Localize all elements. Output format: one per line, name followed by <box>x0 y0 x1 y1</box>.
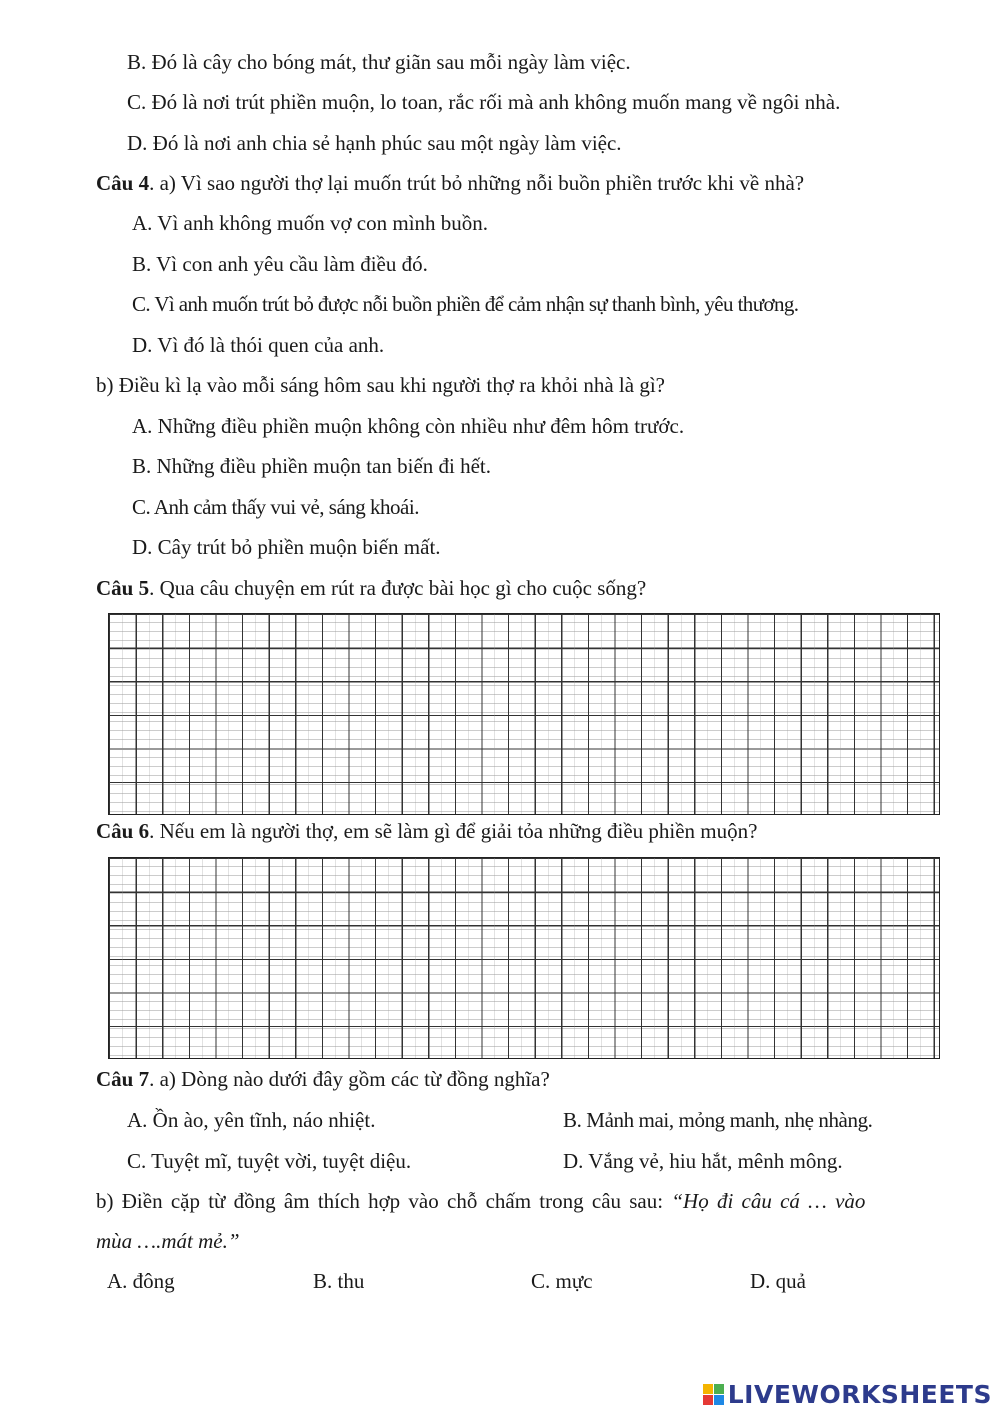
q7b-text <box>96 1191 865 1212</box>
q7-label: Câu 7 <box>96 1067 150 1091</box>
q7-heading <box>96 1069 550 1090</box>
q6-answer-grid[interactable] <box>108 857 940 1059</box>
q7-option-a: A. Ồn ào, yên tĩnh, náo nhiệt. <box>127 1108 376 1132</box>
q7b-option-d: D. quả <box>750 1269 806 1293</box>
q4-text: . a) Vì sao người thợ lại muốn trút bỏ những nỗi buồn phiền trước khi về nhà? <box>149 171 805 195</box>
q4b-option-a: A. Những điều phiền muộn không còn nhiều như đêm hôm trước. <box>132 414 685 438</box>
q4-option-c: C. Vì anh muốn trút bỏ được nỗi buồn phiền để cảm nhận sự thanh bình, yêu thương. <box>132 292 799 316</box>
q3-option-c: C. Đó là nơi trút phiền muộn, lo toan, rắc rối mà anh không muốn mang về ngôi nhà. <box>127 90 841 114</box>
q4b-option-c: C. Anh cảm thấy vui vẻ, sáng khoái. <box>132 495 419 519</box>
q4b-text: b) Điều kì lạ vào mỗi sáng hôm sau khi người thợ ra khỏi nhà là gì? <box>96 373 665 397</box>
q3-option-d: D. Đó là nơi anh chia sẻ hạnh phúc sau một ngày làm việc. <box>127 131 622 155</box>
q5-heading <box>96 578 646 599</box>
q4-option-a: A. Vì anh không muốn vợ con mình buồn. <box>132 211 489 235</box>
q7b-option-c: C. mực <box>531 1269 593 1293</box>
q4-option-b: B. Vì con anh yêu cầu làm điều đó. <box>132 252 428 276</box>
q7-option-c: C. Tuyệt mĩ, tuyệt vời, tuyệt diệu. <box>127 1149 412 1173</box>
q4-label: Câu 4 <box>96 171 150 195</box>
q3-option-b: B. Đó là cây cho bóng mát, thư giãn sau mỗi ngày làm việc. <box>127 50 631 74</box>
q5-label: Câu 5 <box>96 576 150 600</box>
q4b-option-d: D. Cây trút bỏ phiền muộn biến mất. <box>132 535 441 559</box>
liveworksheets-logo <box>703 1378 992 1410</box>
q5-answer-grid[interactable] <box>108 613 940 815</box>
logo-text: LIVEWORKSHEETS <box>727 1379 992 1409</box>
q7b-option-a: A. đông <box>107 1269 175 1293</box>
q4b-option-b: B. Những điều phiền muộn tan biến đi hết. <box>132 454 491 478</box>
q7b-quote-line1: “Họ đi câu cá … vào <box>671 1189 866 1213</box>
logo-mark-icon <box>703 1384 724 1405</box>
q6-heading <box>96 821 757 842</box>
q4-option-d: D. Vì đó là thói quen của anh. <box>132 333 385 357</box>
q6-text: . Nếu em là người thợ, em sẽ làm gì để giải tỏa những điều phiền muộn? <box>149 819 758 843</box>
q7b-quote-line2: mùa ….mát mẻ.” <box>96 1229 240 1253</box>
q7-option-d: D. Vắng vẻ, hiu hắt, mênh mông. <box>563 1149 843 1173</box>
q4-heading <box>96 173 804 194</box>
q7-option-b: B. Mảnh mai, mỏng manh, nhẹ nhàng. <box>563 1108 873 1132</box>
q7b-option-b: B. thu <box>313 1269 365 1293</box>
q7-text: . a) Dòng nào dưới đây gồm các từ đồng nghĩa? <box>149 1067 550 1091</box>
q5-text: . Qua câu chuyện em rút ra được bài học gì cho cuộc sống? <box>149 576 647 600</box>
q6-label: Câu 6 <box>96 819 150 843</box>
q7b-prefix: b) Điền cặp từ đồng âm thích hợp vào chỗ chấm trong câu sau: <box>96 1189 672 1213</box>
